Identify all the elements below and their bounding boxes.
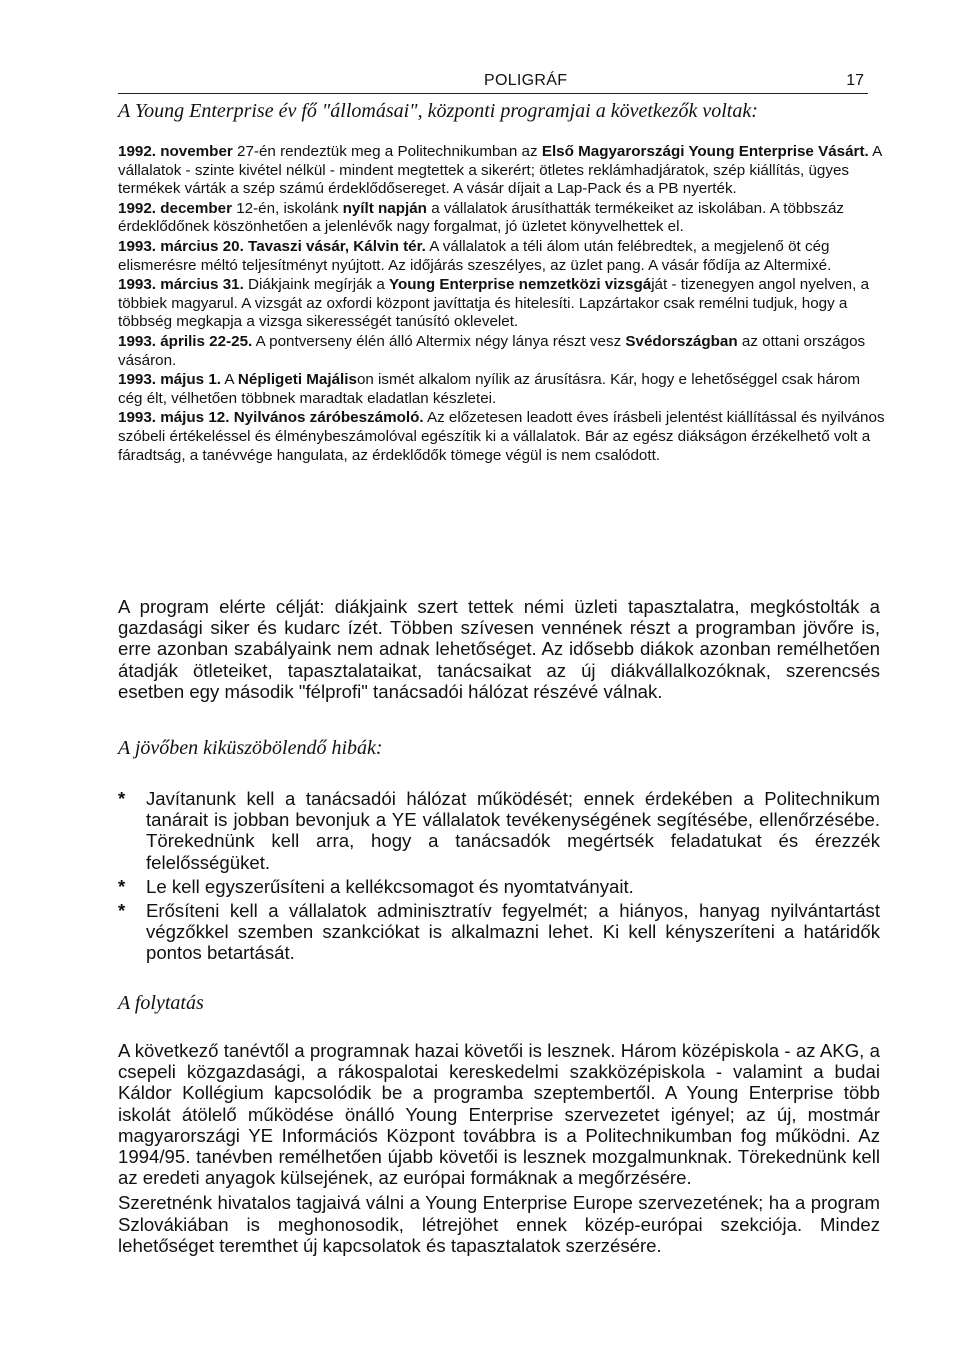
event-text: A <box>221 371 238 389</box>
errors-heading: A jövőben kiküszöbölendő hibák: <box>118 737 383 759</box>
bullet-star-icon: * <box>118 788 126 809</box>
event-date: 1993. március 20. <box>118 237 244 255</box>
event-entry <box>118 276 888 332</box>
journal-name: POLIGRÁF <box>484 72 568 89</box>
bullet-star-icon: * <box>118 900 126 922</box>
event-entry <box>118 143 888 199</box>
continuation-paragraph: A következő tanévtől a programnak hazai követői is lesznek. Három középiskola - az AKG, a csepeli közgazdasági, a rákospalotai kereskedelmi szakközépiskola - valamint a budai Káldor Kollégium kapcsolódik be a programba szeptembertől. A Young Enterprise több iskolát átölelő működése önálló Young Enterprise szervezetet igényel; az új, mostmár magyarországi YE Információs Központ továbbra is a Politechnikumban fog működni. Az 1994/95. tanévben remélhetően újabb követői is lesznek mozgalmunknak. Törekednünk kell az eredeti anyagok külsejének, az európai formáknak a megőrzésére. <box>118 1040 880 1189</box>
event-text: 27-én rendeztük meg a Politechnikumban az <box>232 143 542 160</box>
event-entry <box>118 371 888 408</box>
errors-list <box>118 788 880 964</box>
event-text: A vállalatok a téli álom után felébredtek, a megjelenő öt cég elismerésre méltó teljesítményt nyújtott. Az időjárás szeszélyes, az üzlet pang. A vásár fődíja az Altermixé. <box>118 237 832 274</box>
event-text: on ismét alkalom nyílik az árusításra. Kár, hogy e lehetőséggel csak három cég élt, vélhetően többnek maradtak eladatlan készletei. <box>118 371 861 407</box>
event-title: Svédországban <box>625 332 738 350</box>
event-text: Az előzetesen leadott éves írásbeli jelentést kiállítással és nyilvános szóbeli értékeléssel és élménybeszámolóval egészítik ki a vállalatok. Bár az egész diákságon érzékelhető volt a fáradtság, a tanévvége hangulata, az érdeklődők tömege végül is nem csalódott. <box>118 409 885 464</box>
bullet-star-icon: * <box>118 875 126 897</box>
event-entry <box>118 200 888 237</box>
event-text: A vállalatok - szinte kivétel nélkül - mindent megtettek a sikerért; ötletes reklámhadjáratok, szép kiállítás, ügyes termékek várták a szép számú érdeklődősereget. A vásár díjait a Lap-Pack és a PB nyerték. <box>118 143 882 198</box>
page-number: 17 <box>846 72 864 89</box>
continuation-body <box>118 1040 880 1260</box>
event-text: 12-én, iskolánk <box>231 199 343 217</box>
event-text: a vállalatok árusíthatták termékeiket az iskolában. A többszáz érdeklődőnek köszönhetően a jelenlévők nagy forgalmat, jó üzletet könyvelhettek el. <box>118 199 845 236</box>
event-title: Tavaszi vásár, Kálvin tér. <box>248 237 426 255</box>
list-item-text: Javítanunk kell a tanácsadói hálózat működését; ennek érdekében a Politechnikum tanárait is jobban bevonjuk a YE vállalatok tevékenységének segítésébe, ellenőrzésébe. Törekednünk kell arra, hogy a tanácsadók megértsék feladatukat és érezzék felelősségüket. <box>146 788 880 873</box>
event-title: Első Magyarországi Young Enterprise Vásárt. <box>541 143 869 160</box>
page-header <box>118 72 868 94</box>
intro-heading: A Young Enterprise év fő "állomásai", központi programjai a következők voltak: <box>118 100 758 122</box>
event-date: 1993. április 22-25. <box>118 332 253 350</box>
event-title: nyílt napján <box>342 199 427 217</box>
event-entry <box>118 409 888 465</box>
event-date: 1992. november <box>118 143 233 160</box>
event-entry <box>118 333 888 370</box>
events-list <box>118 143 888 466</box>
errors-list-wrapper <box>118 788 880 967</box>
list-item-text: Le kell egyszerűsíteni a kellékcsomagot és nyomtatványait. <box>146 875 634 897</box>
event-title: Nyilvános záróbeszámoló. <box>233 409 424 427</box>
event-date: 1993. május 1. <box>118 371 222 389</box>
event-text: az ottani országos vásáron. <box>118 332 866 369</box>
event-text: A pontverseny élén álló Altermix négy lánya részt vesz <box>252 332 626 350</box>
list-item-text: Erősíteni kell a vállalatok adminisztratív fegyelmét; a hiányos, hanyag nyilvántartást végzőkkel szemben szankciókat is alkalmazni lehet. Ki kell kényszeríteni a határidők pontos betartását. <box>146 900 880 964</box>
event-title: Young Enterprise nemzetközi vizsgá <box>389 276 652 294</box>
event-entry <box>118 238 888 275</box>
event-date: 1993. március 31. <box>118 276 244 294</box>
header-rule <box>118 93 868 94</box>
event-text: ját - tizenegyen angol nyelven, a többiek magyarul. A vizsgát az oxfordi központ javíttatja és hitelesíti. Lapzártakor csak remélni tudjuk, hogy a többség megkapja a vizsga sikerességét tanúsító oklevelet. <box>118 276 870 331</box>
continuation-heading: A folytatás <box>118 992 204 1014</box>
list-item <box>118 788 880 873</box>
list-item <box>118 876 880 897</box>
continuation-paragraph: Szeretnénk hivatalos tagjaivá válni a Young Enterprise Europe szervezetének; ha a program Szlovákiában is meghonosodik, létrejöhet ennek közép-európai szekciója. Mindez lehetőséget teremthet új kapcsolatok és tapasztalatok szerzésére. <box>118 1192 880 1256</box>
event-date: 1993. május 12. <box>118 409 230 427</box>
summary-paragraph: A program elérte célját: diákjaink szert tettek némi üzleti tapasztalatra, megkóstolták a gazdasági siker és kudarc ízét. Többen szívesen vennének részt a programban jövőre is, erre azonban szabályaink nem adnak lehetőséget. Az idősebb diákok azonban remélhetően átadják ötleteiket, tapasztalataikat, tanácsaikat az új diákvállalkozóknak, szerencsés esetben egy második "félprofi" tanácsadói hálózat részévé válnak. <box>118 596 880 702</box>
event-title: Népligeti Majális <box>237 371 357 389</box>
event-date: 1992. december <box>118 199 232 217</box>
list-item <box>118 900 880 964</box>
event-text: Diákjaink megírják a <box>243 276 389 294</box>
